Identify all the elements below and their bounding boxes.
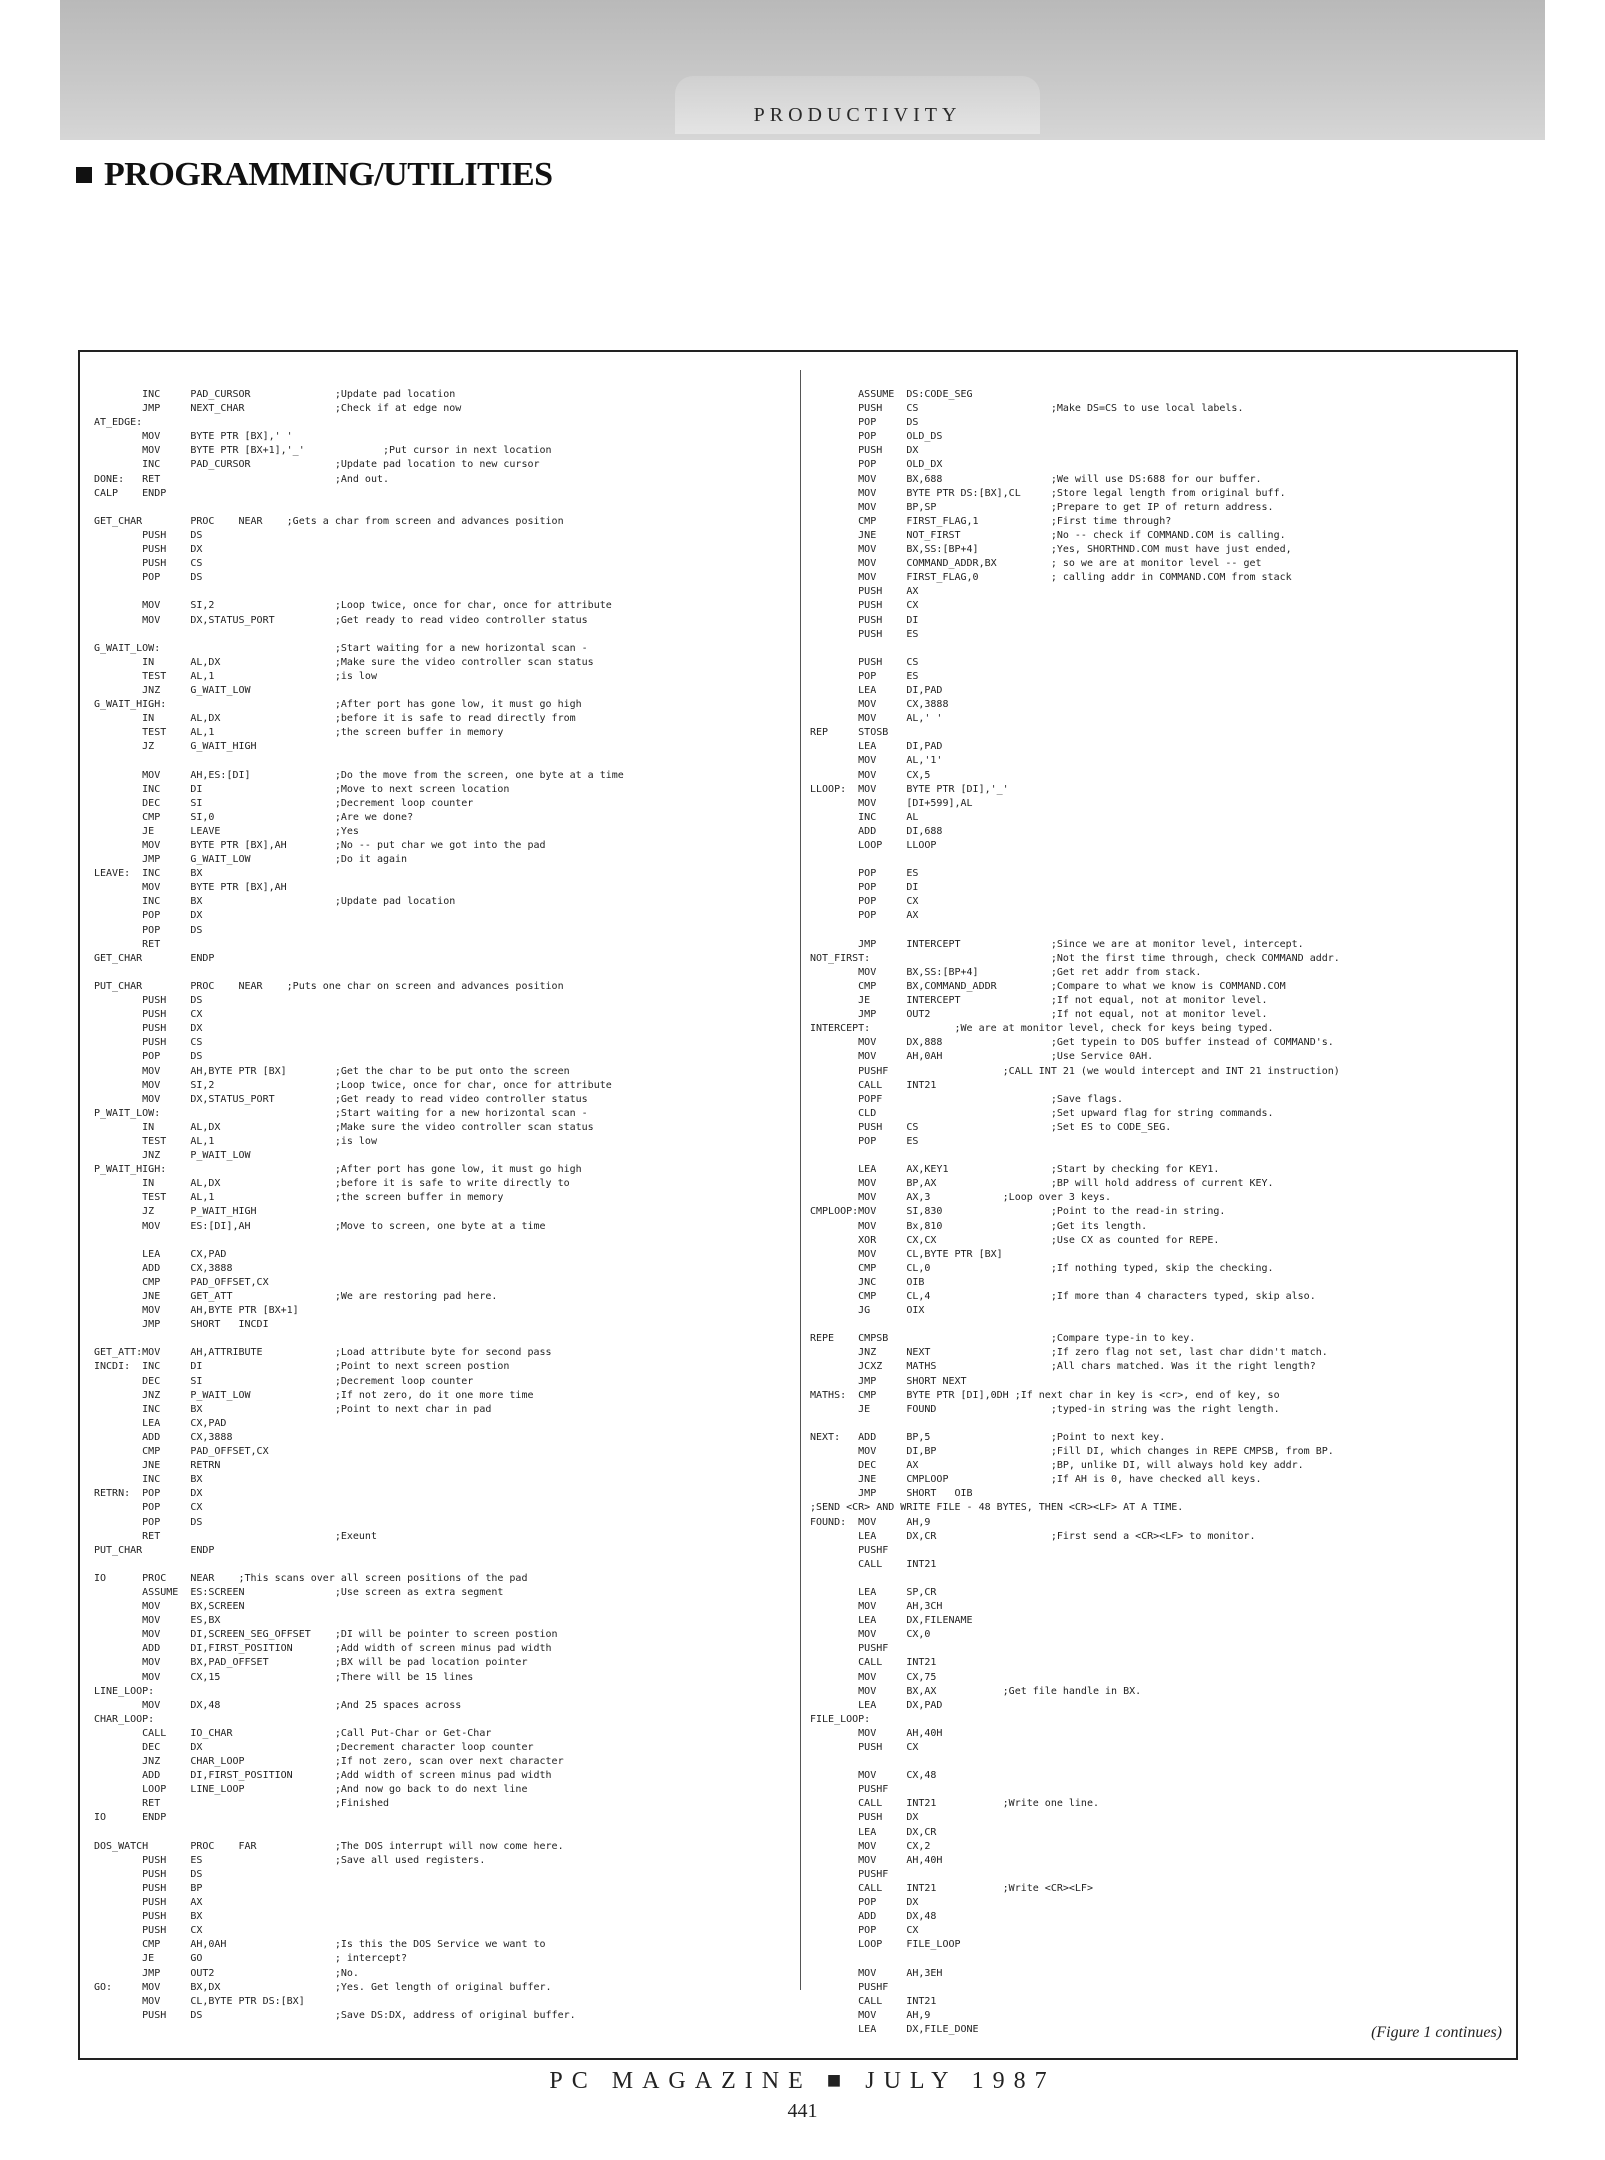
footer-magazine-line: PC MAGAZINE ■ JULY 1987 — [549, 2068, 1056, 2094]
code-column-left: INC PAD_CURSOR ;Update pad location JMP NEXT_CHAR ;Check if at edge now AT_EDGE: MOV BYTE PTR [BX],' ' MOV BYTE PTR [BX+1],'_' ;Put cursor in next location INC PAD_CURSOR ;Update pad location to new cursor DONE: RET ;And out. CALP ENDP GET_CHAR PROC NEAR ;Gets a char from screen and advances position PUSH DS PUSH DX PUSH CS POP DS MOV SI,2 ;Loop twice, once for char, once for attribute MOV DX,STATUS_PORT ;Get ready to read video controller status G_WAIT_LOW: ;Start waiting for a new horizontal scan - IN AL,DX ;Make sure the video controller scan status TEST AL,1 ;is low JNZ G_WAIT_LOW G_WAIT_HIGH: ;After port has gone low, it must go high IN AL,DX ;before it is safe to read directly from TEST AL,1 ;the screen buffer in memory JZ G_WAIT_HIGH MOV AH,ES:[DI] ;Do the move from the screen, one byte at a time INC DI ;Move to next screen location DEC SI ;Decrement loop counter CMP SI,0 ;Are we done? JE LEAVE ;Yes MOV BYTE PTR [BX],AH ;No -- put char we got into the pad JMP G_WAIT_LOW ;Do it again LEAVE: INC BX MOV BYTE PTR [BX],AH INC BX ;Update pad location POP DX POP DS RET GET_CHAR ENDP PUT_CHAR PROC NEAR ;Puts one char on screen and advances position PUSH DS PUSH CX PUSH DX PUSH CS POP DS MOV AH,BYTE PTR [BX] ;Get the char to be put onto the screen MOV SI,2 ;Loop twice, once for char, once for attribute MOV DX,STATUS_PORT ;Get ready to read video controller status P_WAIT_LOW: ;Start waiting for a new horizontal scan - IN AL,DX ;Make sure the video controller scan status TEST AL,1 ;is low JNZ P_WAIT_LOW P_WAIT_HIGH: ;After port has gone low, it must go high IN AL,DX ;before it is safe to write directly to TEST AL,1 ;the screen buffer in memory JZ P_WAIT_HIGH MOV ES:[DI],AH ;Move to screen, one byte at a time LEA CX,PAD ADD CX,3888 CMP PAD_OFFSET,CX JNE GET_ATT ;We are restoring pad here. MOV AH,BYTE PTR [BX+1] JMP SHORT INCDI GET_ATT:MOV AH,ATTRIBUTE ;Load attribute byte for second pass INCDI: INC DI ;Point to next screen postion DEC SI ;Decrement loop counter JNZ P_WAIT_LOW ;If not zero, do it one more time INC BX ;Point to next char in pad LEA CX,PAD ADD CX,3888 CMP PAD_OFFSET,CX JNE RETRN INC BX RETRN: POP DX POP CX POP DS RET ;Exeunt PUT_CHAR ENDP IO PROC NEAR ;This scans over all screen positions of the pad ASSUME ES:SCREEN ;Use screen as extra segment MOV BX,SCREEN MOV ES,BX MOV DI,SCREEN_SEG_OFFSET ;DI will be pointer to screen postion ADD DI,FIRST_POSITION ;Add width of screen minus pad width MOV BX,PAD_OFFSET ;BX will be pad location pointer MOV CX,15 ;There will be 15 lines LINE_LOOP: MOV DX,48 ;And 25 spaces across CHAR_LOOP: CALL IO_CHAR ;Call Put-Char or Get-Char DEC DX ;Decrement character loop counter JNZ CHAR_LOOP ;If not zero, scan over next character ADD DI,FIRST_POSITION ;Add width of screen minus pad width LOOP LINE_LOOP ;And now go back to do next line RET ;Finished IO ENDP DOS_WATCH PROC FAR ;The DOS interrupt will now come here. PUSH ES ;Save all used registers. PUSH DS PUSH BP PUSH AX PUSH BX PUSH CX CMP AH,0AH ;Is this the DOS Service we want to JE GO ; intercept? JMP OUT2 ;No. GO: MOV BX,DX ;Yes. Get length of original buffer. MOV CL,BYTE PTR DS:[BX] PUSH DS ;Save DS:DX, address of original buffer. — [94, 389, 624, 2021]
code-listing-box — [78, 350, 1518, 2060]
figure-caption: (Figure 1 continues) — [1371, 2024, 1502, 2041]
section-title: PROGRAMMING/UTILITIES — [104, 156, 553, 193]
page-number: 441 — [787, 2100, 818, 2122]
band-label: PRODUCTIVITY — [753, 104, 962, 126]
section-banner — [675, 76, 1040, 134]
section-heading — [76, 156, 553, 194]
header-band — [60, 0, 1545, 140]
bullet-square-icon — [76, 167, 92, 183]
code-column-right: ASSUME DS:CODE_SEG PUSH CS ;Make DS=CS to use local labels. POP DS POP OLD_DS PUSH DX POP OLD_DX MOV BX,688 ;We will use DS:688 for our buffer. MOV BYTE PTR DS:[BX],CL ;Store legal length from original buff. MOV BP,SP ;Prepare to get IP of return address. CMP FIRST_FLAG,1 ;First time through? JNE NOT_FIRST ;No -- check if COMMAND.COM is calling. MOV BX,SS:[BP+4] ;Yes, SHORTHND.COM must have just ended, MOV COMMAND_ADDR,BX ; so we are at monitor level -- get MOV FIRST_FLAG,0 ; calling addr in COMMAND.COM from stack PUSH AX PUSH CX PUSH DI PUSH ES PUSH CS POP ES LEA DI,PAD MOV CX,3888 MOV AL,' ' REP STOSB LEA DI,PAD MOV AL,'1' MOV CX,5 LLOOP: MOV BYTE PTR [DI],'_' MOV [DI+599],AL INC AL ADD DI,688 LOOP LLOOP POP ES POP DI POP CX POP AX JMP INTERCEPT ;Since we are at monitor level, intercept. NOT_FIRST: ;Not the first time through, check COMMAND addr. MOV BX,SS:[BP+4] ;Get ret addr from stack. CMP BX,COMMAND_ADDR ;Compare to what we know is COMMAND.COM JE INTERCEPT ;If not equal, not at monitor level. JMP OUT2 ;If not equal, not at monitor level. INTERCEPT: ;We are at monitor level, check for keys being typed. MOV DX,888 ;Get typein to DOS buffer instead of COMMAND's. MOV AH,0AH ;Use Service 0AH. PUSHF ;CALL INT 21 (we would intercept and INT 21 instruction) CALL INT21 POPF ;Save flags. CLD ;Set upward flag for string commands. PUSH CS ;Set ES to CODE_SEG. POP ES LEA AX,KEY1 ;Start by checking for KEY1. MOV BP,AX ;BP will hold address of current KEY. MOV AX,3 ;Loop over 3 keys. CMPLOOP:MOV SI,830 ;Point to the read-in string. MOV Bx,810 ;Get its length. XOR CX,CX ;Use CX as counted for REPE. MOV CL,BYTE PTR [BX] CMP CL,0 ;If nothing typed, skip the checking. JNC OIB CMP CL,4 ;If more than 4 characters typed, skip also. JG OIX REPE CMPSB ;Compare type-in to key. JNZ NEXT ;If zero flag not set, last char didn't match. JCXZ MATHS ;All chars matched. Was it the right length? JMP SHORT NEXT MATHS: CMP BYTE PTR [DI],0DH ;If next char in key is <cr>, end of key, so JE FOUND ;typed-in string was the right length. NEXT: ADD BP,5 ;Point to next key. MOV DI,BP ;Fill DI, which changes in REPE CMPSB, from BP. DEC AX ;BP, unlike DI, will always hold key addr. JNE CMPLOOP ;If AH is 0, have checked all keys. JMP SHORT OIB ;SEND <CR> AND WRITE FILE - 48 BYTES, THEN <CR><LF> AT A TIME. FOUND: MOV AH,9 LEA DX,CR ;First send a <CR><LF> to monitor. PUSHF CALL INT21 LEA SP,CR MOV AH,3CH LEA DX,FILENAME MOV CX,0 PUSHF CALL INT21 MOV CX,75 MOV BX,AX ;Get file handle in BX. LEA DX,PAD FILE_LOOP: MOV AH,40H PUSH CX MOV CX,48 PUSHF CALL INT21 ;Write one line. PUSH DX LEA DX,CR MOV CX,2 MOV AH,40H PUSHF CALL INT21 ;Write <CR><LF> POP DX ADD DX,48 POP CX LOOP FILE_LOOP MOV AH,3EH PUSHF CALL INT21 MOV AH,9 LEA DX,FILE_DONE — [810, 389, 1340, 2035]
column-divider — [800, 370, 801, 1990]
